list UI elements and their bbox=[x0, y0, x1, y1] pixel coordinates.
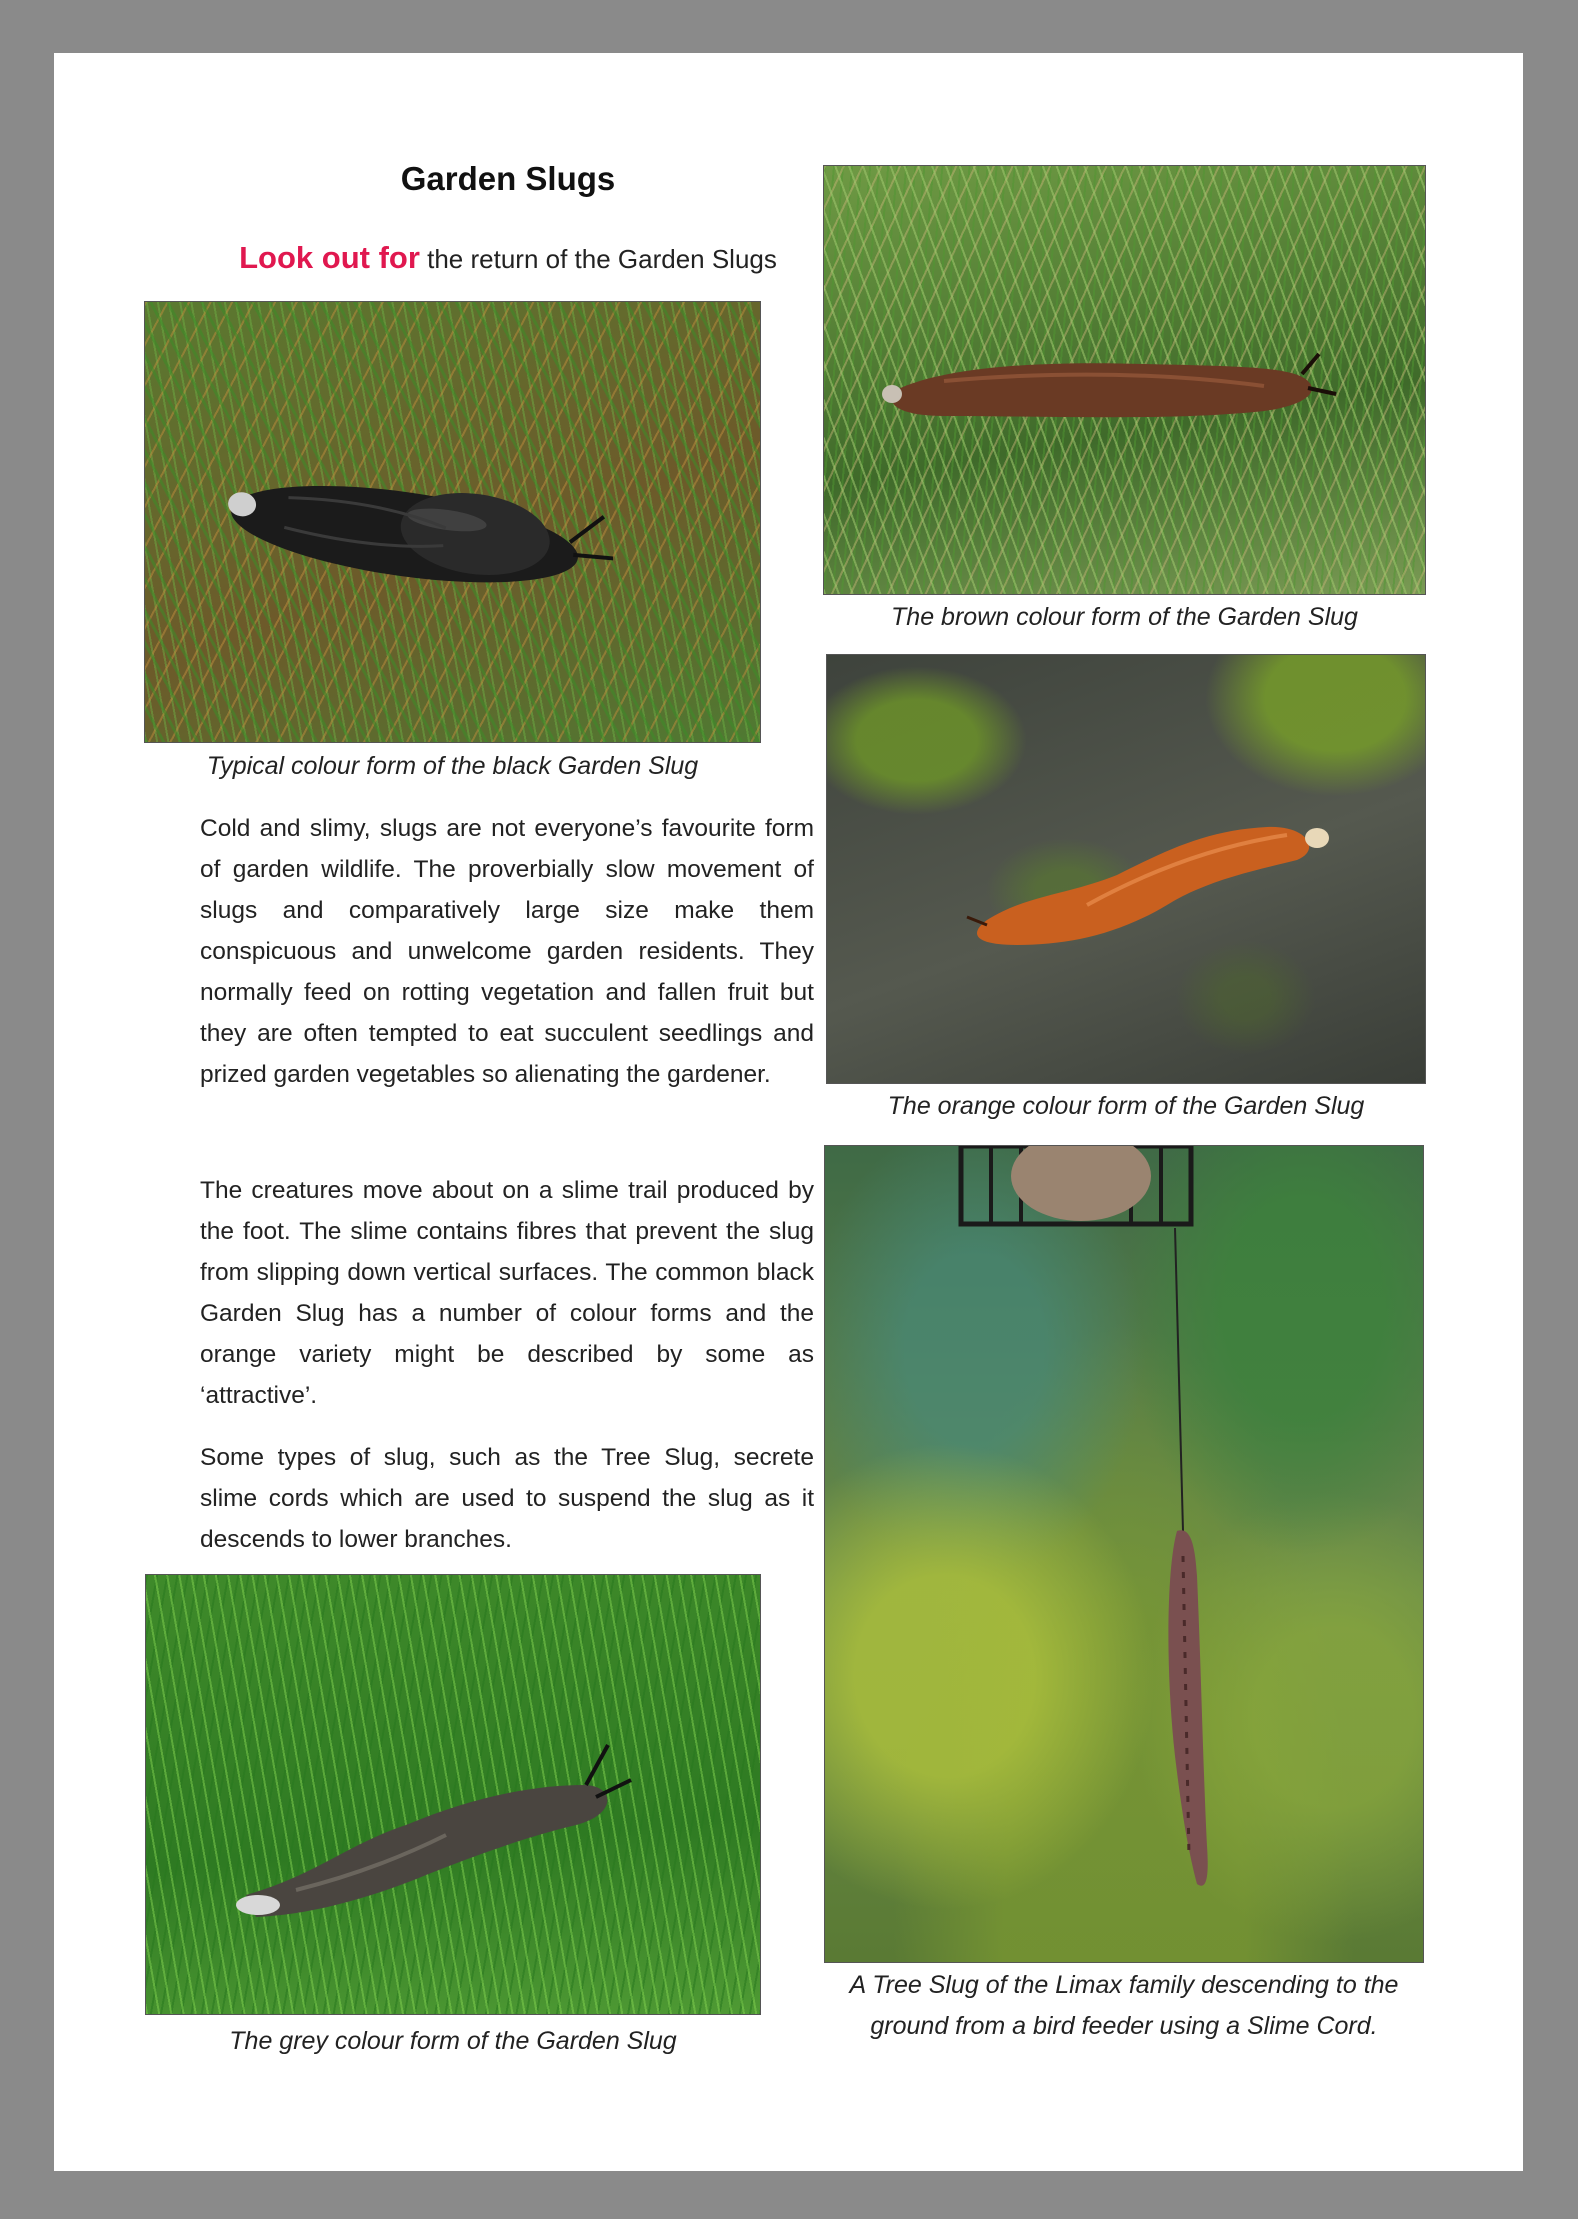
brown-slug-photo bbox=[823, 165, 1426, 595]
page-title: Garden Slugs bbox=[400, 160, 616, 197]
tree-slug-caption-line-1: A Tree Slug of the Limax family descending to the bbox=[849, 1971, 1399, 1999]
tree-slug-caption bbox=[824, 1965, 1424, 2047]
page bbox=[54, 53, 1523, 2171]
tree-slug-photo bbox=[824, 1145, 1424, 1963]
orange-slug-illustration bbox=[827, 655, 1426, 1084]
black-slug-photo bbox=[144, 301, 761, 743]
subtitle bbox=[200, 240, 816, 276]
tree-slug-caption-line-2: ground from a bird feeder using a Slime Cord. bbox=[870, 2012, 1378, 2040]
subtitle-text: the return of the Garden Slugs bbox=[419, 244, 777, 274]
grey-slug-caption: The grey colour form of the Garden Slug bbox=[229, 2027, 677, 2055]
orange-slug-photo bbox=[826, 654, 1426, 1084]
grey-slug-illustration bbox=[146, 1575, 761, 2015]
orange-slug-caption: The orange colour form of the Garden Slug bbox=[887, 1092, 1365, 1120]
paragraph-1: Cold and slimy, slugs are not everyone’s favourite form of garden wildlife. The proverbially slow movement of slugs and comparatively large size make them conspicuous and unwelcome garden residents. They normally feed on rotting vegetation and fallen fruit but they are often tempted to eat succulent seedlings and prized garden vegetables so alienating the gardener. bbox=[200, 815, 814, 1088]
brown-slug-illustration bbox=[824, 166, 1426, 595]
brown-slug-caption: The brown colour form of the Garden Slug bbox=[891, 603, 1358, 631]
tree-slug-illustration bbox=[825, 1146, 1424, 1963]
paragraph-3: Some types of slug, such as the Tree Slug, secrete slime cords which are used to suspend the slug as it descends to lower branches. bbox=[200, 1444, 814, 1553]
grey-slug-photo bbox=[145, 1574, 761, 2015]
black-slug-illustration bbox=[145, 302, 761, 743]
black-slug-caption: Typical colour form of the black Garden Slug bbox=[206, 752, 699, 780]
paragraph-2: The creatures move about on a slime trail produced by the foot. The slime contains fibres that prevent the slug from slipping down vertical surfaces. The common black Garden Slug has a number of colour forms and the orange variety might be described by some as ‘attractive’. bbox=[200, 1177, 814, 1409]
subtitle-highlight: Look out for bbox=[239, 240, 420, 275]
